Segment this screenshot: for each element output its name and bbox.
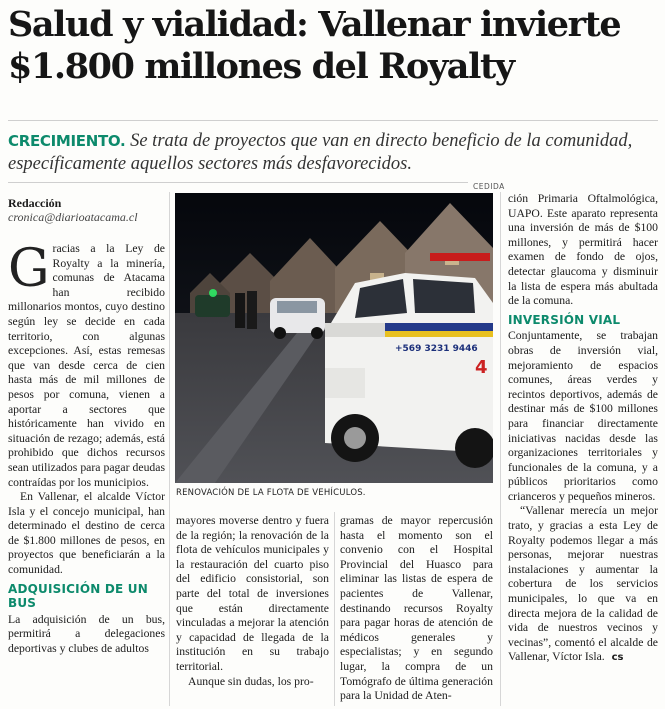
col4-paragraph-1: ción Primaria Oftalmológica, UAPO. Este aparato representa una inversión de más de $100 millones, y permitirá hacer examen de fondo de ojos, detectar glaucoma y disminuir la lista de espera más abultada de la comuna. [508, 192, 658, 308]
lead-kicker: CRECIMIENTO. [8, 132, 126, 150]
column-divider-1 [169, 192, 170, 706]
col1-paragraph-1: racias a la Ley de Royalty a la minería, comunas de Atacama han recibido millonarios montos, cuyo destino según ley se decide en cada territorio, con algunas excepciones. Así, estas remesas que van desde cerca de cien hasta más de mil millones de pesos por comuna, vienen a aportar a sectores que históricamente han vivido en situación de rezago; además, está prohibido que dichos recursos sean utilizados para pagar deudas contraídas por los municipios. [8, 242, 165, 489]
col3-paragraph-1: gramas de mayor repercusión hasta el momento son el convenio con el Hospital Provincial del Huasco para eliminar las listas de espera de pacientes de Vallenar, destinando recursos Royalty para pagar horas de atención de médicos generales y especialistas; y en segundo lugar, la compra de un Tomógrafo de última generación para la Unidad de Aten- [340, 514, 493, 703]
photo-illustration [175, 193, 493, 483]
byline [8, 196, 138, 224]
truck-number-label: 4 [475, 357, 488, 378]
byline-email[interactable]: cronica@diarioatacama.cl [8, 210, 138, 224]
article-lead [8, 130, 658, 176]
article-column-2 [176, 514, 329, 706]
article-column-3 [340, 514, 493, 706]
col2-paragraph-2: Aunque sin dudas, los pro- [188, 674, 314, 688]
headline-divider [8, 120, 658, 121]
article-photo [175, 193, 493, 483]
article-column-1 [8, 242, 165, 706]
lead-text: Se trata de proyectos que van en directo beneficio de la comunidad, específicamente aquellos sectores más desfavorecidos. [8, 131, 633, 174]
photo-caption: RENOVACIÓN DE LA FLOTA DE VEHÍCULOS. [176, 488, 366, 498]
col1-paragraph-3: La adquisición de un bus, permitirá a delegaciones deportivas y clubes de adultos [8, 612, 165, 656]
headline [8, 4, 658, 88]
col4-paragraph-2: Conjuntamente, se trabajan obras de inversión vial, mejoramiento de espacios comunes, áreas verdes y recintos deportivos, además de destinar más de $100 millones para financiar directamente iniciativas nacidas desde las organizaciones territoriales y funcionales de la comuna, y a públicos prioritarios como crianceros y pequeños mineros. [508, 329, 658, 503]
truck-phone-label: +569 3231 9446 [395, 344, 478, 354]
col1-paragraph-2: En Vallenar, el alcalde Víctor Isla y el concejo municipal, han determinado el destino de cerca de $1.800 millones de pesos, en proyectos que beneficiarán a la comunidad. [8, 490, 165, 577]
subhead-inversion-vial: INVERSIÓN VIAL [508, 312, 621, 327]
column-divider-2 [334, 512, 335, 706]
end-mark: cs [611, 652, 624, 664]
col2-paragraph-1: mayores moverse dentro y fuera de la región; la renovación de la flota de vehículos municipales y la restauración del cuarto piso del edificio consistorial, son parte del total de inversiones que están directamente vinculadas a mejorar la atención y capacidad de llegada de la institución en su trabajo territorial. [176, 514, 329, 673]
article-column-4 [508, 192, 658, 706]
headline-line-1: Salud y vialidad: Vallenar invierte [8, 4, 621, 45]
photo-credit: CEDIDA [473, 182, 505, 191]
drop-cap: G [8, 242, 50, 299]
byline-author: Redacción [8, 196, 62, 210]
col4-paragraph-3: “Vallenar merecía un mejor trato, y gracias a esta Ley de Royalty podemos llegar a más personas, mejorar nuestras instalaciones y aumentar la cobertura de los servicios municipales, lo que va en directa mejora de la calidad de vida de nuestros vecinos y vecinas”, comentó el alcalde de Vallenar, Víctor Isla. [508, 504, 658, 664]
column-divider-4 [500, 192, 501, 706]
lead-divider [8, 182, 468, 183]
headline-line-2: $1.800 millones del Royalty [8, 46, 514, 87]
subhead-bus: ADQUISICIÓN DE UN BUS [8, 581, 148, 611]
